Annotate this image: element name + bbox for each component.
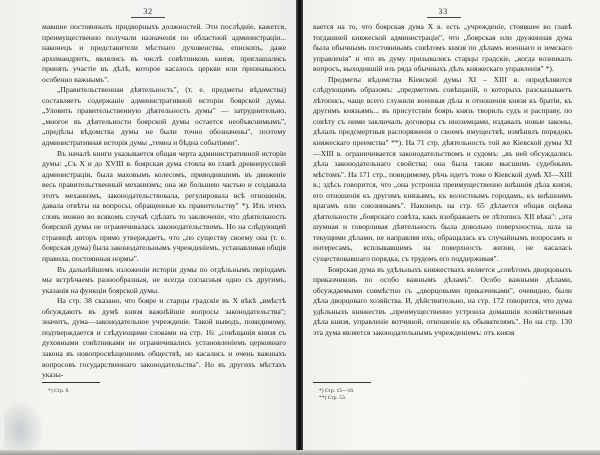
footnote: *) Стр. 8.: [48, 388, 70, 394]
footnote-rule: [313, 382, 371, 383]
footnote: *) Стр. 15—16.: [319, 388, 355, 394]
paragraph: На стр. 38 сказано, что бояре и старцы градскіе въ X вѣкѣ „вмѣстѣ обсуждаютъ въ думѣ князя важнѣйшіе вопросы законодательства"; значитъ, дума—законодательное учрежденіе. Такой выводъ, повидимому, подтверждается и слѣдующими словами на стр. 16: „совѣщанія князя съ духовными совѣтниками не ограничивались установленіемъ церковнаго закона въ новопросвѣщенномъ обществѣ, но касались и очень важныхъ вопросовъ государственнаго законодательства". Но въ другихъ мѣстахъ указы-: [42, 296, 286, 380]
paragraph: мавшие постоянныхъ придворныхъ должностей. Эти послѣдніе, кажется, преимущественно получали назначенія по областной администраціи... наконецъ и представители мѣстнаго духовенства, епископъ, даже архимандритъ, являлись въ числѣ совѣтниковъ князя, приглашались принять участіе въ дѣлѣ, которое касалось церкви или признавалось особенно важнымъ".: [42, 22, 286, 84]
paragraph: Предметы вѣдомства Кіевской думы XI – XIII в. опредѣляются слѣдующимъ образомъ: „предметомъ совѣщаній, о которыхъ разсказываетъ лѣтопись, чаще всего служили военныя дѣла и отношенія князя къ братіи, къ другимъ князьямъ... въ присутствіи бояръ князь творилъ судъ и расправу, по совѣту съ ними заключалъ договоры съ иноземцами, издавалъ новые законы, дѣлалъ предсмертныя распоряженія о своемъ имуществѣ, измѣнялъ порядокъ княжескаго преемства" **). На 71 стр. дѣятельность той же Кіевской думы XI—XIII в. ограничивается законодательствомъ и судомъ: „въ ней обсуждались дѣла законодательнаго свойства; она была также высшимъ судебнымъ мѣстомъ". На 171 стр., повидимому, рѣчь идетъ тоже о Кіевской думѣ XI—XIII в.; здѣсь говорится, что „она устроила преимущественно внѣшнія дѣла князя, его отношенія къ другимъ князьямъ, къ волостнымъ городамъ, къ внѣшнимъ врагамъ или союзникамъ". Наконецъ на стр. 65 дѣлается общая оцѣнка дѣятельности „боярскаго совѣта, какъ изображаетъ ее лѣтопись XII вѣка": „эта шумная и говорливая дѣятельность была довольно поверхностна, шла за текущими дѣлами, не направляя ихъ, обращалась къ случайнымъ вопросамъ и интересамъ, всплывавшимъ на поверхность жизни, не касалась существовавшаго порядка, съ трудомъ его поддерживая".: [313, 74, 572, 264]
paragraph: вается на то, что боярская дума X в. есть „учрежденіе, стоявшее во главѣ тогдашней княжеской администраціи", что „боярская или дружинная дума была обычнымъ постояннымъ совѣтомъ князя по дѣламъ военнаго и земскаго управленія" и что въ думу призывались старцы градскіе, „когда возникалъ вопросъ, выходившій изъ ряда обычныхъ дѣлъ княжескаго управленія" *).: [313, 22, 572, 74]
paragraph: Въ дальнѣйшемъ изложеніи исторіи думы по отдѣльнымъ періодамъ мы встрѣчаемъ разнообразныя, не всегда согласныя одно съ другимъ, указанія на функціи боярской думы.: [42, 264, 286, 295]
footnote: **) Стр. 53.: [319, 395, 347, 401]
paragraph: Въ началѣ книги указывается общая черта административной исторіи думы: „Съ X и до XVIII в. боярская дума стояла во главѣ древнерусской администраціи, была маховымъ колесомъ, приводившимъ въ движеніе весь правительственный механизмъ; она же большею частью и создавала этотъ механизмъ, законодательствовала, регулировала всѣ отношенія, давала отвѣты на вопросы, обращенные къ правительству" *). Изъ этихъ словъ можно во всякомъ случаѣ сдѣлать то заключеніе, что дѣятельность боярской думы не ограничивалась законодательствомъ. Но на слѣдующей страницѣ авторъ прямо утверждаетъ, что „по существу своему она (т. е. боярская дума) была законодательнымъ учрежденіемъ, устанавливая общія правила, постоянныя нормы".: [42, 148, 286, 264]
left-page-number: 32: [143, 6, 153, 16]
right-page-number: 33: [438, 6, 448, 16]
right-page: [303, 0, 600, 452]
left-page: [0, 0, 297, 452]
page-number-rule: [427, 17, 461, 18]
left-footnotes: [48, 388, 70, 395]
right-page-body: [313, 22, 572, 338]
paragraph: Боярская дума въ удѣльныхъ княжествахъ является „совѣтомъ дворцовыхъ приказчиковъ по особо важнымъ дѣламъ". Особо важными дѣлами, обсуждаемыми совмѣстно съ „дворцовыми приказчиками", очевидно, были дѣла дворцоваго хозяйства. И, дѣйствительно, на стр. 172 говорится, что дума удѣльныхъ княжествъ „преимущественно устроила домашнія хозяйственныя дѣла князя, управленіе вотчиной, отношеніе къ обывателямъ". Но на стр. 130 эта дума является законодательнымъ учрежденіемъ: отъ князя: [313, 264, 572, 337]
page-number-rule: [131, 17, 165, 18]
paragraph: „Правительственная дѣятельность", (т. е. предметы вѣдомства) составляетъ содержаніе административной исторіи боярской думы. „Уловить правительственную дѣятельность думы" — затруднительно, „многое въ дѣятельности боярской думы остается необъяснимымъ", „предѣлы вѣдомства думы не были точно обозначены", поэтому административная исторія думы „темна и бѣдна событіями".: [42, 85, 286, 148]
left-page-body: [42, 22, 286, 381]
page-stain: [4, 400, 44, 450]
footnote-rule: [42, 382, 100, 383]
right-footnotes: [319, 388, 354, 402]
book-gutter: [296, 0, 303, 455]
page-bottom-edge: [0, 450, 600, 455]
